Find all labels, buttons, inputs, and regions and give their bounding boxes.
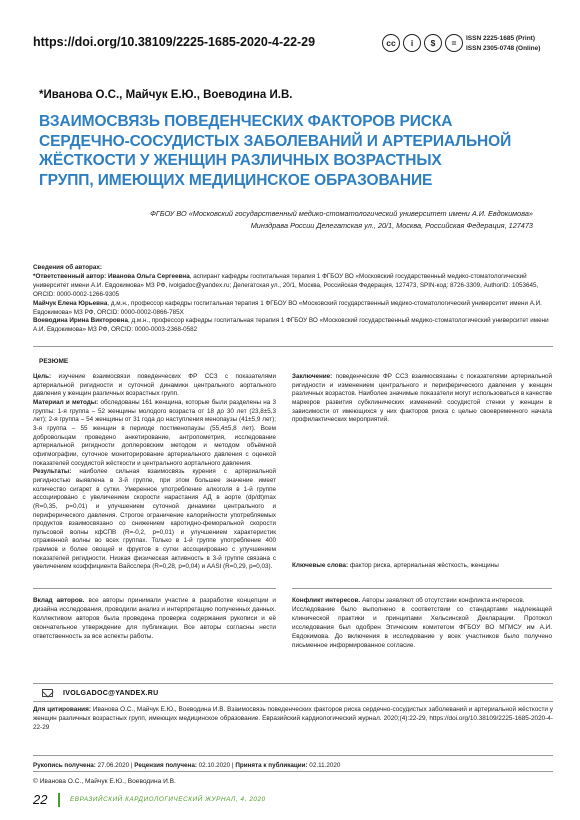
issn-online: ISSN 2305-0748 (Online)	[466, 44, 541, 52]
about-authors-heading: Сведения об авторах:	[33, 264, 103, 271]
author-contribution	[33, 597, 276, 642]
results-label: Результаты:	[33, 468, 72, 476]
title-line: СЕРДЕЧНО-СОСУДИСТЫХ ЗАБОЛЕВАНИЙ И АРТЕРИАЛЬНОЙ	[39, 132, 512, 150]
abstract-column-right	[292, 373, 552, 425]
affiliation-line-2: Минздрава России Делегатская ул., 20/1, Москва, Российская Федерация, 127473	[250, 221, 533, 230]
date-separator: |	[230, 762, 236, 769]
footer-accent-bar	[58, 793, 60, 807]
abstract-column-left	[33, 373, 276, 572]
manuscript-dates	[33, 762, 340, 769]
page-number: 22	[33, 792, 48, 807]
abstract-goal	[33, 373, 276, 399]
abstract-heading: РЕЗЮМЕ	[39, 358, 69, 365]
keywords-text: фактор риска, артериальная жёсткость, женщины	[348, 562, 499, 569]
goal-text: изучение взаимосвязи поведенческих ФР ССЗ с показателями артериальной ригидности и суточной динамики центрального аортального давления у женщин различных возрастных групп.	[33, 373, 276, 398]
author-3-label: Воеводина Ирина Викторовна	[33, 317, 128, 325]
title-line: ВЗАИМОСВЯЗЬ ПОВЕДЕНЧЕСКИХ ФАКТОРОВ РИСКА	[39, 113, 453, 130]
abstract-methods	[33, 399, 276, 468]
abstract-conclusion	[292, 373, 552, 425]
divider	[33, 771, 553, 772]
contribution-text: все авторы принимали участие в разработке концепции и дизайна исследования, проводили анализ и интерпретацию полученных данных. Коллективом авторов была проведена проверка содержания рукописи и её окончательное утверждение для публикации. Все авторы согласны нести ответственность за все аспекты работы.	[33, 597, 276, 640]
conflict-text: Авторы заявляют об отсутствии конфликта интересов.	[360, 597, 525, 604]
conclusion-label: Заключение:	[292, 373, 333, 380]
email-link[interactable]: IVOLGADOC@YANDEX.RU	[63, 689, 159, 697]
doi-link[interactable]: https://doi.org/10.38109/2225-1685-2020-4-22-29	[33, 35, 316, 49]
review-date: 02.10.2020	[196, 762, 231, 769]
issn-block	[466, 34, 540, 53]
contribution-label: Вклад авторов.	[33, 597, 85, 604]
methods-label: Материал и методы:	[33, 398, 99, 406]
divider	[33, 346, 553, 347]
authors: *Иванова О.С., Майчук Е.Ю., Воеводина И.В.	[39, 89, 293, 101]
citation	[33, 706, 553, 733]
received-label: Рукопись получена:	[33, 762, 96, 769]
citation-label: Для цитирования:	[33, 706, 91, 713]
by-icon: i	[403, 34, 421, 52]
author-1-info	[33, 273, 553, 300]
author-1-text: , аспирант кафедры госпитальная терапия 1 ФГБОУ ВО «Московский государственный медико-стоматологический университет имени А.И. Евдокимова» МЗ РФ, ivolgadoc@yandex.ru; Делегатская ул., 20/1, Москва, Российская Федерация, 127473, SPIN-код: 8726-3309, AuthorID: 1053645, ORCID: 0000-0002-1266-9305	[33, 272, 539, 298]
cc-icon: cc	[382, 34, 400, 52]
author-2-text: , д.м.н., профессор кафедры госпитальная терапия 1 ФГБОУ ВО «Московский государственный медико-стоматологический университет имени А.И. Евдокимова» МЗ РФ, ORCID: 0000-0002-0866-785X	[33, 299, 542, 316]
about-authors	[33, 264, 553, 335]
nc-icon: $	[424, 34, 442, 52]
copyright: © Иванова О.С., Майчук Е.Ю., Воеводина И.В.	[33, 778, 176, 785]
journal-name: ЕВРАЗИЙСКИЙ КАРДИОЛОГИЧЕСКИЙ ЖУРНАЛ, 4, 2020	[70, 796, 266, 803]
author-2-info	[33, 300, 553, 318]
envelope-icon	[42, 689, 53, 697]
title-line: ЖЁСТКОСТИ У ЖЕНЩИН РАЗЛИЧНЫХ ВОЗРАСТНЫХ	[39, 152, 442, 169]
goal-label: Цель:	[33, 373, 52, 380]
article-title	[39, 112, 549, 190]
methods-text: обследованы 161 женщина, которые были разделены на 3 группы: 1-я группа – 52 женщины молодого возраста от 18 до 30 лет (23,8±5,3 лет); 2-я группа – 54 женщины от 31 года до наступления менопаузы (41±5,9 лет); 3-я группа – 55 женщин в периоде постменопаузы (55,4±5,8 лет). Всем добровольцам проведено анкетирование, антропометрия, исследование артериальной ригидности доплеровским методом и методом объёмной сфигмографии, суточное мониторирование артериального давления с оценкой показателей сосудистой жёсткости и центрального аортального давления.	[33, 398, 276, 467]
issn-print: ISSN 2225-1685 (Print)	[466, 35, 536, 42]
results-text: наиболее сильная взаимосвязь курения с артериальной ригидностью выявлена в 3-й группе, при этом большее значение имеет количество сигарет в сутки. Умеренное употребление алкоголя в 1-й группе ассоциировано с увеличением скорости нарастания АД в аорте (dp/dt)max (R=0,35, p=0,01) и улучшением суточной динамики центрального и периферического давления. Строгое ограничение калорийности употребляемых продуктов взаимосвязано со снижением каротидно-феморальной скорости пульсовой волны кфСПВ (R=-0,2, p=0,01) и улучшением характеристик отраженной волны во всех группах. Только в 1-й группе употребление 400 граммов и более овощей и фруктов в сутки ассоциировано с улучшением показателей ригидности. Низкая физическая активность в 3-й группе связана с увеличением коэффициента Вайсслера (R=0,28, p=0,04) и AASI (R=0,29, p=0,03).	[33, 468, 276, 571]
author-3-text: , д.м.н., профессор кафедры госпитальная терапия 1 ФГБОУ ВО «Московский государственный медико-стоматологический университет имени А.И. Евдокимова» МЗ РФ, ORCID: 0000-0003-2368-0582	[33, 317, 549, 334]
divider	[33, 588, 276, 589]
title-line: ГРУПП, ИМЕЮЩИХ МЕДИЦИНСКОЕ ОБРАЗОВАНИЕ	[39, 171, 433, 189]
accepted-date: 02.11.2020	[307, 762, 341, 769]
author-1-label: *Ответственный автор: Иванова Ольга Сергеевна	[33, 272, 190, 280]
license-icons	[382, 34, 463, 52]
divider	[33, 755, 553, 756]
author-2-label: Майчук Елена Юрьевна	[33, 299, 108, 307]
citation-text: Иванова О.С., Майчук Е.Ю., Воеводина И.В. Взаимосвязь поведенческих факторов риска сердечно-сосудистых заболеваний и артериальной жёсткости у женщин различных возрастных групп, имеющих медицинское образование. Евразийский кардиологический журнал. 2020;(4):22-29, https://doi.org/10.38109/2225-1685-2020-4-22-29	[33, 706, 554, 731]
page-footer	[33, 792, 553, 807]
nd-icon: =	[445, 34, 463, 52]
affiliation-line-1: ФГБОУ ВО «Московский государственный медико-стоматологический университет имени А.И. Евдокимова»	[150, 209, 533, 218]
conflict-of-interest	[292, 597, 552, 650]
conclusion-text: поведенческие ФР ССЗ взаимосвязаны с показателями артериальной ригидности и изменением центрального и периферического давления у женщин различных возрастов. Наиболее значимые показатели могут использоваться в качестве маркеров развития субклинических изменений сосудистой стенки у женщин в зависимости от имеющихся у них факторов риска с целью своевременного начала профилактических мероприятий.	[292, 373, 552, 424]
affiliation	[150, 208, 533, 232]
conflict-label: Конфликт интересов.	[292, 597, 361, 604]
author-3-info	[33, 317, 553, 335]
keywords-label: Ключевые слова:	[292, 562, 349, 569]
divider	[33, 683, 553, 684]
accepted-label: Принята к публикации:	[235, 762, 308, 769]
review-label: Рецензия получена:	[134, 762, 197, 769]
abstract-results	[33, 468, 276, 572]
ethics-text: Исследование было выполнено в соответствии со стандартами надлежащей клинической практики и принципами Хельсинской Декларации. Протокол исследования был одобрен Этическим комитетом ФГБОУ ВО МГМСУ им А.И. Евдокимова. До включения в исследование у всех участников было получено письменное информированное согласие.	[292, 605, 552, 649]
keywords	[292, 562, 552, 569]
date-separator: |	[129, 762, 135, 769]
contact-email	[42, 689, 159, 697]
divider	[292, 588, 552, 589]
divider	[33, 701, 553, 702]
received-date: 27.06.2020	[95, 762, 130, 769]
